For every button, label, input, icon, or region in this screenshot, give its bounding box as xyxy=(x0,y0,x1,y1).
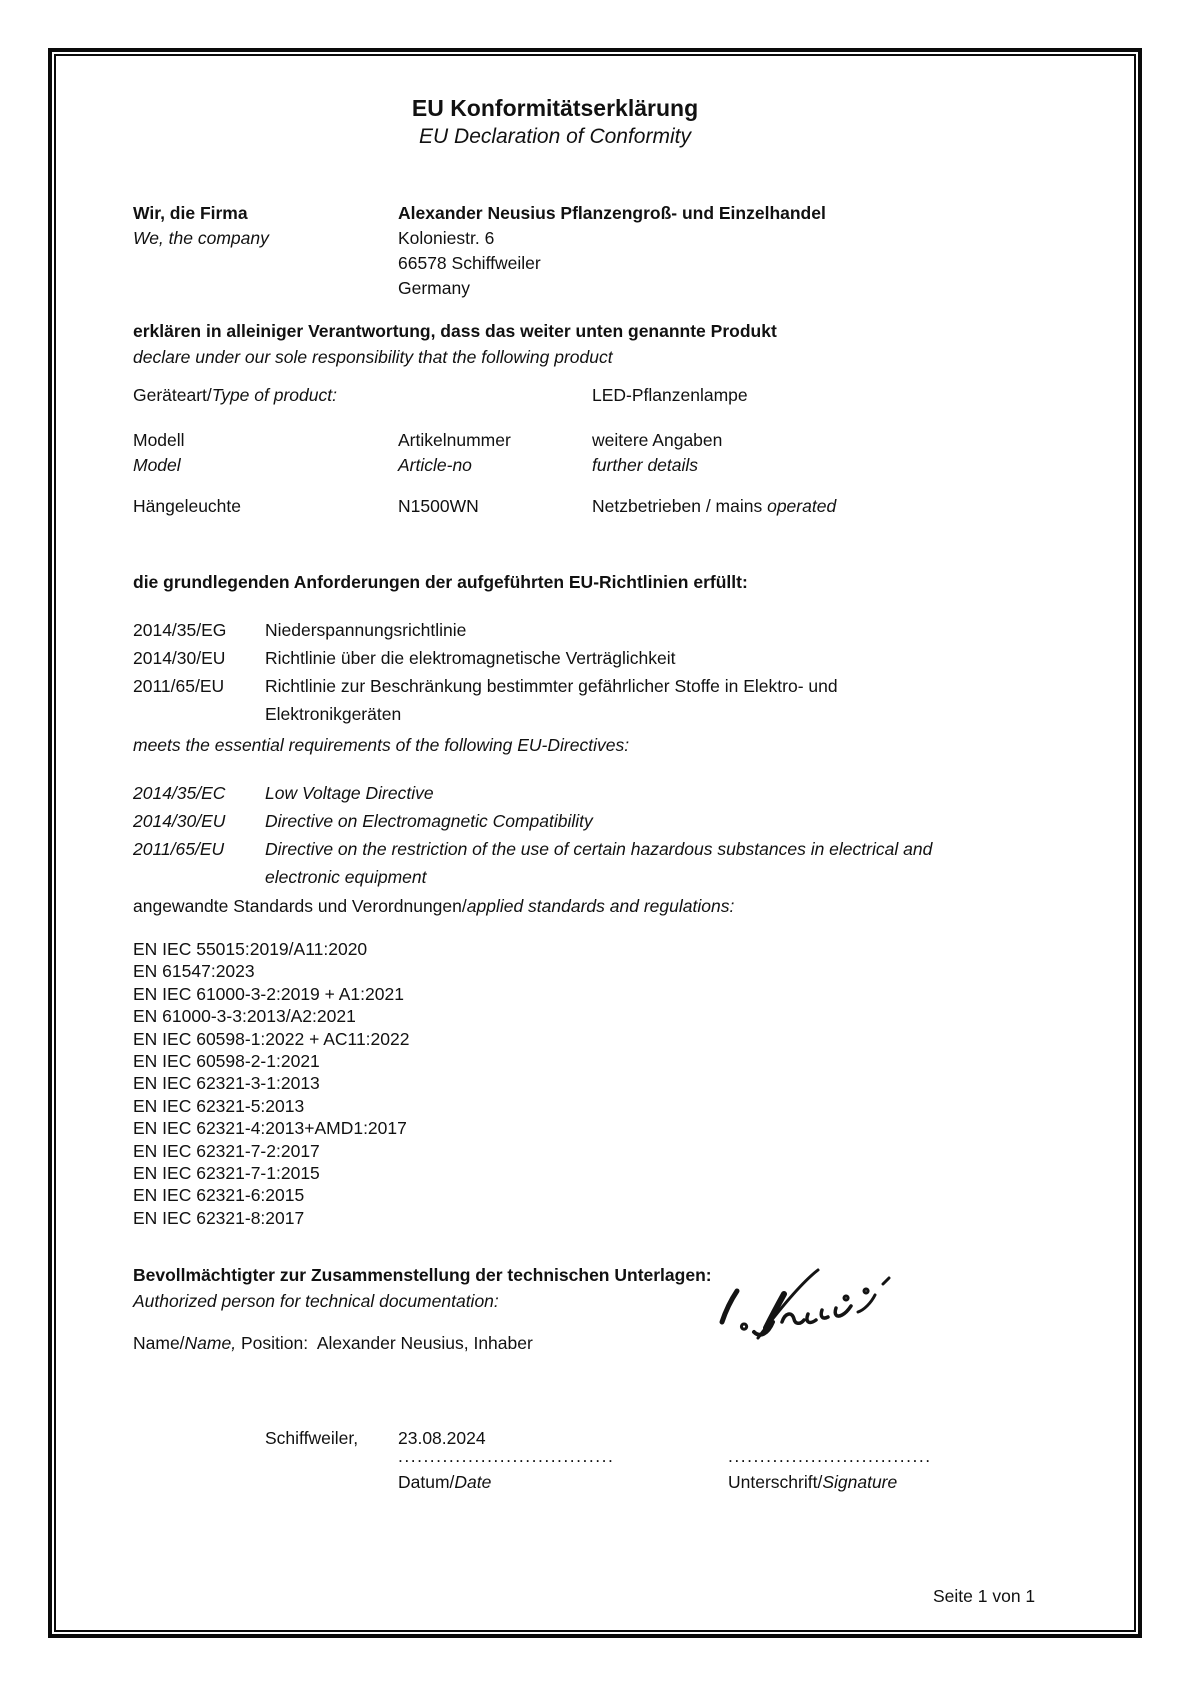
title-german: EU Konformitätserklärung xyxy=(411,95,699,121)
authorized-block xyxy=(133,1262,712,1314)
details-text-italic: operated xyxy=(767,496,837,516)
directive-row xyxy=(133,672,1073,728)
date-label xyxy=(398,1472,491,1493)
directive-text-line1: Niederspannungsrichtlinie xyxy=(265,620,467,640)
column-article-de: Artikelnummer xyxy=(398,430,511,450)
date-label-de: Datum/ xyxy=(398,1472,455,1492)
standard-line: EN IEC 55015:2019/A11:2020 xyxy=(133,939,368,959)
directives-en-heading: meets the essential requirements of the following EU-Directives: xyxy=(133,735,630,755)
standards-heading xyxy=(133,896,734,917)
directive-text-line1: Richtlinie über die elektromagnetische Verträglichkeit xyxy=(265,648,676,668)
company-label-en: We, the company xyxy=(133,228,269,248)
directive-row xyxy=(133,807,1123,835)
position-label: Position: xyxy=(236,1333,317,1353)
standard-line: EN 61547:2023 xyxy=(133,961,255,982)
product-type-value: LED-Pflanzenlampe xyxy=(592,385,748,405)
model-value: Hängeleuchte xyxy=(133,496,241,516)
standards-heading-de: angewandte Standards und Verordnungen/ xyxy=(133,896,467,916)
directive-text xyxy=(265,779,1025,807)
details-value xyxy=(592,496,1073,517)
model-table-header xyxy=(133,428,1073,478)
page-number: Seite 1 von 1 xyxy=(933,1586,1036,1606)
company-label-de: Wir, die Firma xyxy=(133,203,248,223)
directive-text xyxy=(265,616,1025,644)
standards-heading-en: applied standards and regulations: xyxy=(466,896,735,916)
directive-text-line1: Low Voltage Directive xyxy=(265,783,434,803)
signature-label-en: Signature xyxy=(822,1472,898,1492)
standard-line: EN IEC 62321-7-1:2015 xyxy=(133,1163,320,1184)
title-english: EU Declaration of Conformity xyxy=(419,125,691,148)
column-details-en: further details xyxy=(592,455,699,475)
directive-code: 2014/35/EG xyxy=(133,620,227,640)
directive-text xyxy=(265,644,1025,672)
name-label-italic: Name, xyxy=(184,1333,237,1353)
directive-row xyxy=(133,779,1123,807)
signature-image xyxy=(700,1256,915,1356)
directive-text xyxy=(265,835,1025,891)
directive-text-line2: electronic equipment xyxy=(265,867,427,887)
signature-label xyxy=(728,1472,897,1493)
signature-label-de: Unterschrift/ xyxy=(728,1472,823,1492)
declaration-block xyxy=(133,318,1073,370)
authorized-name-row xyxy=(133,1333,533,1354)
product-type-label xyxy=(133,385,592,406)
company-street: Koloniestr. 6 xyxy=(398,228,495,248)
directive-code: 2014/30/EU xyxy=(133,648,226,668)
company-country: Germany xyxy=(398,278,470,298)
standard-line: EN IEC 62321-4:2013+AMD1:2017 xyxy=(133,1118,407,1139)
product-type-label-en: Type of product: xyxy=(211,385,337,405)
directive-row xyxy=(133,644,1073,672)
directive-text-line1: Richtlinie zur Beschränkung bestimmter gefährlicher Stoffe in Elektro- und xyxy=(265,676,838,696)
standard-line: EN IEC 62321-8:2017 xyxy=(133,1207,305,1228)
directive-code: 2011/65/EU xyxy=(133,839,225,859)
directives-en-list xyxy=(133,779,1123,891)
model-table-row xyxy=(133,496,1073,517)
standard-line: EN 61000-3-3:2013/A2:2021 xyxy=(133,1006,356,1027)
directive-text xyxy=(265,807,1025,835)
declaration-de: erklären in alleiniger Verantwortung, dass das weiter unten genannte Produkt xyxy=(133,321,777,341)
standard-line: EN IEC 61000-3-2:2019 + A1:2021 xyxy=(133,983,404,1004)
directive-row xyxy=(133,616,1073,644)
column-model xyxy=(133,428,398,478)
authorized-name-value: Alexander Neusius, Inhaber xyxy=(316,1333,533,1353)
standard-line: EN IEC 60598-1:2022 + AC11:2022 xyxy=(133,1028,410,1049)
standard-line: EN IEC 60598-2-1:2021 xyxy=(133,1051,320,1072)
company-address-column xyxy=(398,201,1063,301)
standard-line: EN IEC 62321-5:2013 xyxy=(133,1095,305,1116)
column-model-de: Modell xyxy=(133,430,185,450)
column-details-de: weitere Angaben xyxy=(592,430,723,450)
company-block xyxy=(133,201,1063,301)
standards-list xyxy=(133,938,1073,1229)
standard-line: EN IEC 62321-6:2015 xyxy=(133,1185,305,1206)
company-city: 66578 Schiffweiler xyxy=(398,253,541,273)
column-details xyxy=(592,428,1073,478)
directives-de-heading: die grundlegenden Anforderungen der aufgeführten EU-Richtlinien erfüllt: xyxy=(133,572,748,592)
product-type-row xyxy=(133,385,1073,406)
column-article-en: Article-no xyxy=(398,455,472,475)
signature-dotted-line: ................................ xyxy=(728,1446,932,1466)
directive-text xyxy=(265,672,1025,728)
directive-code: 2011/65/EU xyxy=(133,676,225,696)
declaration-en: declare under our sole responsibility that the following product xyxy=(133,347,613,367)
document-title-block xyxy=(135,94,975,150)
authorized-heading-de: Bevollmächtigter zur Zusammenstellung der technischen Unterlagen: xyxy=(133,1265,712,1285)
authorized-heading-en: Authorized person for technical documentation: xyxy=(133,1291,499,1311)
product-type-label-de: Geräteart/ xyxy=(133,385,212,405)
details-text: Netzbetrieben / mains xyxy=(592,496,768,516)
directive-code: 2014/30/EU xyxy=(133,811,226,831)
directive-text-line2: Elektronikgeräten xyxy=(265,704,402,724)
company-label-column xyxy=(133,201,398,301)
column-model-en: Model xyxy=(133,455,181,475)
directive-text-line1: Directive on Electromagnetic Compatibility xyxy=(265,811,593,831)
directives-de-list xyxy=(133,616,1073,728)
date-dotted-line: .................................. xyxy=(398,1446,615,1466)
date-value: 23.08.2024 xyxy=(398,1428,486,1448)
directive-code: 2014/35/EC xyxy=(133,783,226,803)
directive-text-line1: Directive on the restriction of the use of certain hazardous substances in electrical and xyxy=(265,839,933,859)
place-value: Schiffweiler, xyxy=(265,1428,359,1448)
directive-row xyxy=(133,835,1123,891)
company-name: Alexander Neusius Pflanzengroß- und Einzelhandel xyxy=(398,203,826,223)
date-label-en: Date xyxy=(454,1472,492,1492)
name-label: Name/ xyxy=(133,1333,185,1353)
standard-line: EN IEC 62321-7-2:2017 xyxy=(133,1140,320,1161)
standard-line: EN IEC 62321-3-1:2013 xyxy=(133,1073,320,1094)
column-article xyxy=(398,428,592,478)
article-no-value: N1500WN xyxy=(398,496,479,516)
